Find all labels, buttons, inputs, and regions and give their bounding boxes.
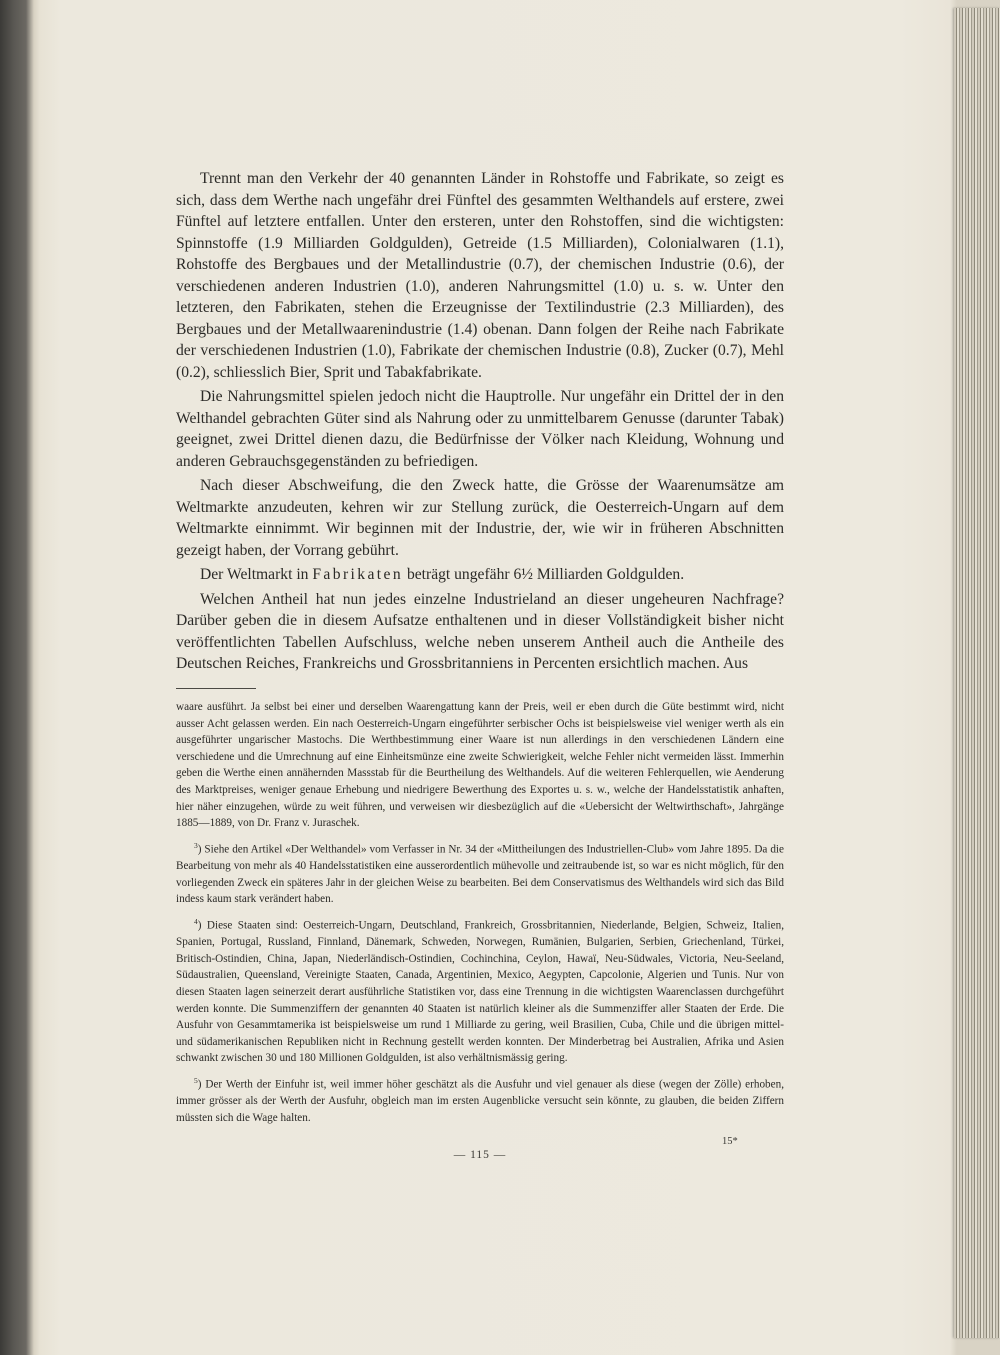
footnotes bbox=[176, 699, 784, 1126]
footnote-text: Der Werth der Einfuhr ist, weil immer höher geschätzt als die Ausfuhr und viel genauer als diese (wegen der Zölle) erhoben, immer grösser als der Werth der Ausfuhr, obgleich man im ersten Augenblicke versucht sein könnte, zu glauben, die beiden Ziffern müssten sich die Wage halten. bbox=[176, 1078, 784, 1124]
footnote-mark: 4 bbox=[194, 916, 198, 926]
spaced-term: Fabrikaten bbox=[312, 566, 404, 583]
main-text bbox=[176, 168, 784, 675]
paragraph-2: Die Nahrungsmittel spielen jedoch nicht die Hauptrolle. Nur ungefähr ein Drittel der in den Welthandel gebrachten Güter sind als Nahrung oder zu unmittelbarem Genusse (darunter Tabak) geeignet, zwei Drittel dienen dazu, die Bedürfnisse der Völker nach Kleidung, Wohnung und anderen Gebrauchsgegenständen zu befriedigen. bbox=[176, 388, 784, 470]
paragraph-3: Nach dieser Abschweifung, die den Zweck hatte, die Grösse der Waarenumsätze am Weltmarkte anzudeuten, kehren wir zur Stellung zurück, die Oesterreich-Ungarn auf dem Weltmarkte einnimmt. Wir beginnen mit der Industrie, der, wie wir in früheren Abschnitten gezeigt haben, der Vorrang gebührt. bbox=[176, 477, 784, 559]
page-number: — 115 — bbox=[453, 1149, 507, 1161]
paragraph-4 bbox=[176, 564, 784, 586]
signature-mark: 15* bbox=[722, 1136, 738, 1147]
paragraph-5: Welchen Antheil hat nun jedes einzelne Industrieland an dieser ungeheuren Nachfrage? Darüber geben die in diesem Aufsatze enthaltenen und in dieser Vollständigkeit bisher nicht veröffentlichten Tabellen Aufschluss, welche neben unserem Antheil auch die Antheile des Deutschen Reiches, Frankreichs und Grossbritanniens in Percenten ersichtlich machen. Aus bbox=[176, 590, 784, 672]
footnote-3: $^3$) Siehe den Artikel «Der Welthandel» vom Verfasser in Nr. 34 der «Mittheilungen des Industriellen-Club» vom Jahre 1895. Da die Bearbeitung von mehr als 40 Handelsstatistiken eine ausserordentlich mühevolle und zeitraubende ist, so war es nicht möglich, für den vorliegenden Zweck ein späteres Jahr in der gleichen Weise zu bearbeiten. Bei dem Conservatismus des Welthandels wird sich das Bild indess kaum stark verändert haben. bbox=[176, 840, 784, 906]
paragraph-1: Trennt man den Verkehr der 40 genannten Länder in Rohstoffe und Fabrikate, so zeigt es sich, dass dem Werthe nach ungefähr drei Fünftel des gesammten Welthandels auf erstere, zwei Fünftel auf letztere entfallen. Unter den ersteren, unter den Rohstoffen, sind die wichtigsten: Spinnstoffe (1.9 Milliarden Goldgulden), Getreide (1.5 Milliarden), Colonialwaren (1.1), Rohstoffe des Bergbaues und der Metallindustrie (0.7), der chemischen Industrie (0.6), der verschiedenen anderen Industrien (1.0), anderen Nahrungsmittel (1.0) u. s. w. Unter den letzteren, den Fabrikaten, stehen die Erzeugnisse der Textilindustrie (2.3 Milliarden), des Bergbaues und der Metallwaarenindustrie (1.4) obenan. Dann folgen der Reihe nach Fabrikate der verschiedenen Industrien (1.0), Fabrikate der chemischen Industrie (0.8), Zucker (0.7), Mehl (0.2), schliesslich Bier, Sprit und Tabakfabrikate. bbox=[176, 170, 784, 381]
footnote-text: Diese Staaten sind: Oesterreich-Ungarn, Deutschland, Frankreich, Grossbritannien, Niederlande, Belgien, Schweiz, Italien, Spanien, Portugal, Russland, Finnland, Dänemark, Schweden, Norwegen, Rumänien, Bulgarien, Serbien, Griechenland, Türkei, Britisch-Ostindien, China, Japan, Niederländisch-Ostindien, Cochinchina, Ceylon, Hawaï, Neu-Südwales, Victoria, Neu-Seeland, Südaustralien, Queensland, Vereinigte Staaten, Canada, Argentinien, Mexico, Aegypten, Capcolonie, Algerien und Tunis. Nur von diesen Staaten lagen seinerzeit derart ausführliche Statistiken vor, dass eine Trennung in die wichtigsten Waarenclassen durchgeführt werden konnte. Die Summenziffern der genannten 40 Staaten ist natürlich kleiner als die Summenziffer aller Staaten der Erde. Die Ausfuhr von Gesammtamerika ist beispielsweise um rund 1 Milliarde zu gering, weil Brasilien, Cuba, Chile und die übrigen mittel- und südamerikanischen Republiken nicht in Rechnung gestellt werden konnten. Der Minderbetrag bei Australien, Afrika und Asien schwankt zwischen 30 und 180 Millionen Goldgulden, ist also verhältnismässig gering. bbox=[176, 919, 784, 1065]
paragraph-4-end: beträgt ungefähr 6½ Milliarden Goldgulden. bbox=[403, 566, 685, 583]
footnote-5: $^5$) Der Werth der Einfuhr ist, weil immer höher geschätzt als die Ausfuhr und viel genauer als diese (wegen der Zölle) erhoben, immer grösser als der Werth der Ausfuhr, obgleich man im ersten Augenblicke versucht sein könnte, zu glauben, die beiden Ziffern müssten sich die Wage halten. bbox=[176, 1075, 784, 1124]
footnote-continuation: waare ausführt. Ja selbst bei einer und derselben Waarengattung kann der Preis, weil er eben durch die Güte bestimmt wird, nicht ausser Acht gelassen werden. Ein nach Oesterreich-Ungarn eingeführter serbischer Ochs ist beispielsweise viel weniger werth als ein ausgeführter ungarischer Mastochs. Die Werthbestimmung einer Waare ist nun allerdings in den verschiedenen Ländern eine verschiedene und die Umrechnung auf eine Einheitsmünze eine zweite Schwierigkeit, welche Fehler nicht vermeiden lässt. Immerhin geben die Werthe einen annähernden Massstab für die Beurtheilung des Welthandels. Auf die weiteren Fehlerquellen, wie Aenderung des Marktpreises, weniger genaue Erhebung und niedrigere Bewerthung des Exportes u. s. w., welche der Handelsstatistik anhaften, hier näher einzugehen, würde zu weit führen, und verweisen wir diesbezüglich auf die «Uebersicht der Weltwirthschaft», Jahrgänge 1885—1889, von Dr. Franz v. Juraschek. bbox=[176, 701, 784, 830]
footnote-4: $^4$) Diese Staaten sind: Oesterreich-Ungarn, Deutschland, Frankreich, Grossbritannien, Niederlande, Belgien, Schweiz, Italien, Spanien, Portugal, Russland, Finnland, Dänemark, Schweden, Norwegen, Rumänien, Bulgarien, Serbien, Griechenland, Türkei, Britisch-Ostindien, China, Japan, Niederländisch-Ostindien, Cochinchina, Ceylon, Hawaï, Neu-Südwales, Victoria, Neu-Seeland, Südaustralien, Queensland, Vereinigte Staaten, Canada, Argentinien, Mexico, Aegypten, Capcolonie, Algerien und Tunis. Nur von diesen Staaten lagen seinerzeit derart ausführliche Statistiken vor, dass eine Trennung in die wichtigsten Waarenclassen durchgeführt werden konnte. Die Summenziffern der genannten 40 Staaten ist natürlich kleiner als die Summenziffer aller Staaten der Erde. Die Ausfuhr von Gesammtamerika ist beispielsweise um rund 1 Milliarde zu gering, weil Brasilien, Cuba, Chile und die übrigen mittel- und südamerikanischen Republiken nicht in Rechnung gestellt werden konnten. Der Minderbetrag bei Australien, Afrika und Asien schwankt zwischen 30 und 180 Millionen Goldgulden, ist also verhältnismässig gering. bbox=[176, 916, 784, 1065]
paragraph-4-start: Der Weltmarkt in bbox=[200, 566, 313, 583]
footnote-mark: 3 bbox=[194, 840, 198, 850]
footnote-text: Siehe den Artikel «Der Welthandel» vom Verfasser in Nr. 34 der «Mittheilungen des Industriellen-Club» vom Jahre 1895. Da die Bearbeitung von mehr als 40 Handelsstatistiken eine ausserordentlich mühevolle und zeitraubende ist, so war es nicht möglich, für den vorliegenden Zweck ein späteres Jahr in der gleichen Weise zu bearbeiten. Bei dem Conservatismus des Welthandels wird sich das Bild indess kaum stark verändert haben. bbox=[176, 843, 784, 906]
footnote-mark: 5 bbox=[194, 1075, 198, 1085]
footnote-rule bbox=[176, 688, 256, 689]
